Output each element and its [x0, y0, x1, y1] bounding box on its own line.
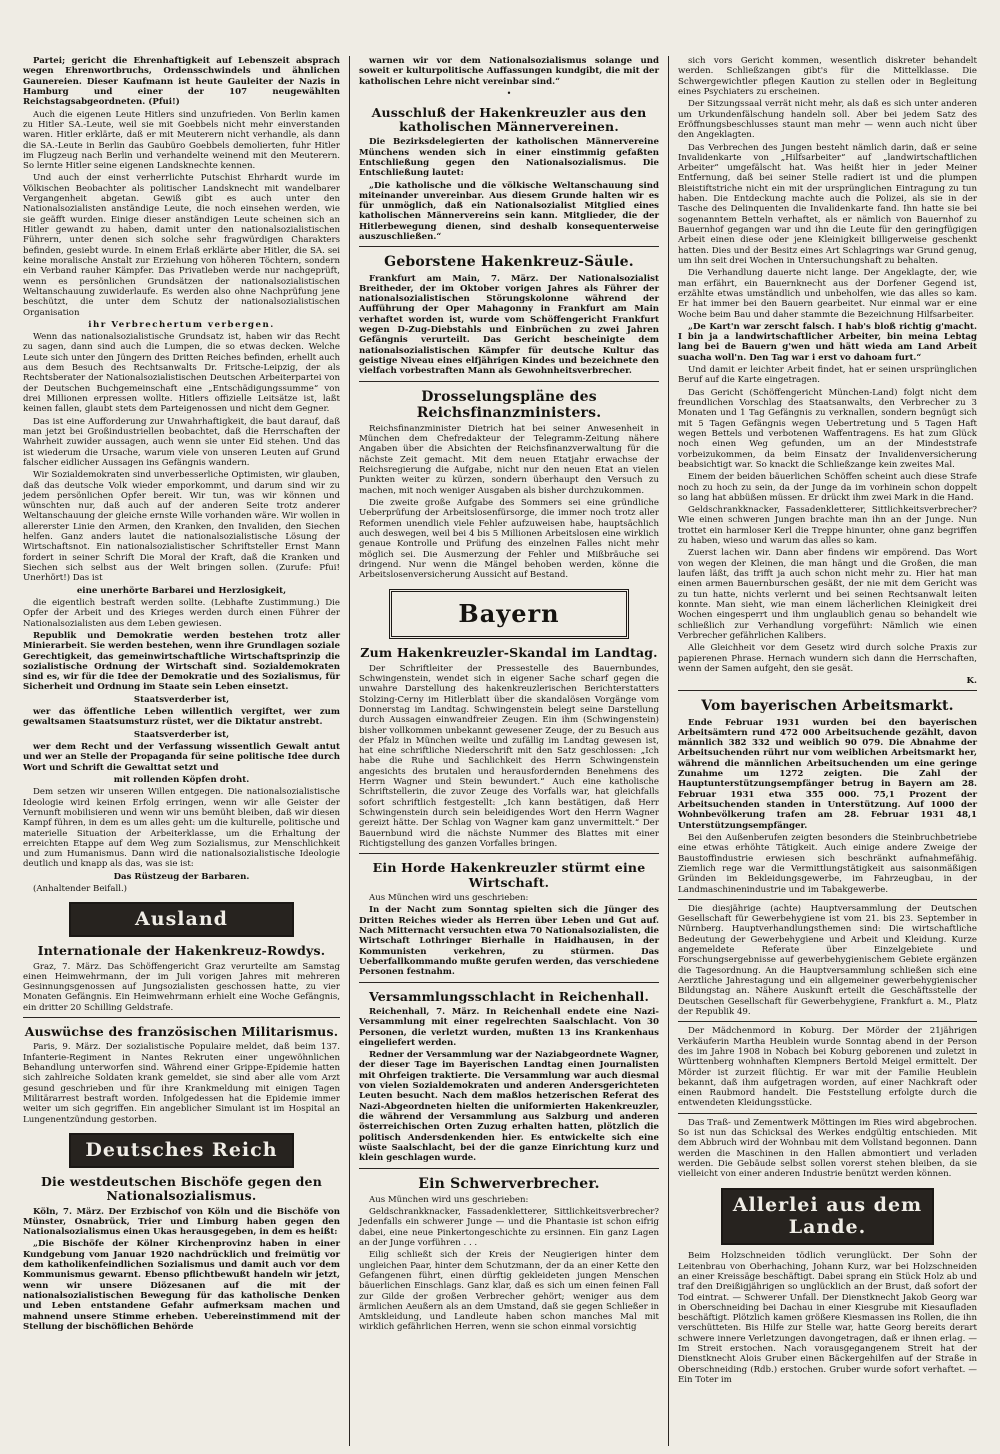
- emphasis-line: eine unerhörte Barbarei und Herzlosigkeit,: [76, 585, 287, 596]
- paragraph: Reichsfinanzminister Dietrich hat bei seiner Anwesenheit in München dem Chefredakteur der Telegramm-Zeitung nähere Angaben über die Absichten der Reichsfinanzverwaltung für die nächste Zeit gemacht. Mit dem neuen Etatjahr erwachse der Reichsregierung die Aufgabe, nicht nur den neuen Etat an vielen Punkten weiter zu kürzen, sondern überhaupt den Versuch zu machen, mit noch weniger Ausgaben als bisher durchzukommen.: [359, 423, 659, 496]
- paragraph: Republik und Demokratie werden bestehen trotz aller Minierarbeit. Sie werden bestehen, wenn ihre Grundlagen soziale Gerechtigkeit, das gemeinwirtschaftliche Wirtschaftsprinzip die sozialistische Ordnung der Wirtschaft sind. Sozialdemokraten sind es, wir für die Idee der Demokratie und des Sozialismus, für Sicherheit und Ordnung im Staate sein Leben einsetzt.: [23, 630, 340, 693]
- divider: [678, 1021, 977, 1022]
- paragraph: Das ist eine Aufforderung zur Unwahrhaftigkeit, die baut darauf, daß man jetzt bei Großindustriellen beobachtet, daß die Herrschaften der Wahrheit zuwider aussagen, auch wenn sie unter Eid stehen. Und das ist wiederum die Ursache, warum viele von unseren Leuten auf Grund falscher eidlicher Aussagen ins Gefängnis wandern.: [23, 416, 340, 468]
- paragraph: Partei; gericht die Ehrenhaftigkeit auf Lebenszeit absprach wegen Ehrenwortbruchs, Ordensschwindels und ähnlichen Gaunereien. Dieser Kaufmann ist heute Gauleiter der Nazis in Hamburg und einer der 107 neugewählten Reichstagsabgeordneten. (Pfui!): [23, 56, 340, 108]
- paragraph: Geldschrankknacker, Fassadenkletterer, Sittlichkeitsverbrecher? Wie einen schweren Jungen brachte man ihn an der Junge. Nun trottet ein harmloser Kerl die Treppe hinunter, ohne ganz begriffen zu haben, wieso und warum das alles so kam.: [678, 505, 977, 547]
- paragraph: Das Traß- und Zementwerk Möttingen im Ries wird abgebrochen. So ist nun das Schicksal des Werkes endgültig entschieden. Mit dem Abbruch wird der Wohnbau mit dem Vollstand begonnen. Dann werden die Maschinen in den Hallen abmontiert und verladen werden. Die Gebäude selbst sollen vorerst stehen bleiben, da sie vielleicht von einer anderen Industrie benützt werden können.: [678, 1117, 977, 1180]
- emphasis-line: mit rollenden Köpfen droht.: [113, 774, 250, 785]
- paragraph: Reichenhall, 7. März. In Reichenhall endete eine Nazi-Versammlung mit einer regelrechten Saalschlacht. Von 30 Personen, die verletzt wurden, mußten 13 ins Krankenhaus eingeliefert werden.: [359, 1006, 659, 1048]
- article-headline: Ein Schwerverbrecher.: [418, 1175, 600, 1192]
- paragraph: Der Schriftleiter der Pressestelle des Bauernbundes, Schwingenstein, wendet sich in eigener Sache scharf gegen die unwahre Darstellung des hakenkreuzlerischen Berichterstatters Stolzing-Cerny im Hitlerblatt über die skandalösen Vorgänge vom Donnerstag im Landtag. Schwingenstein belegt seine Darstellung durch Aussagen einwandfreier Zeugen. Ein ihm (Schwingenstein) bisher vollkommen unbekannt gewesener Zeuge, der zu Besuch aus der Pfalz in München weilte und zufällig im Landtag gewesen ist, hat eine schriftliche Niederschrift mit den Satz geschlossen: „Ich habe die Ruhe und Sachlichkeit des Herrn Schwingenstein angesichts des brutalen und herausfordernden Benehmens des Herrn Wagner und Stein bewundert.“ Auch eine katholische Schriftstellerin, die zuvor Zeuge des Vorfalls war, hat gleichfalls sofort schriftlich festgestellt: „Ich kann bestätigen, daß Herr Schwingenstein durch sein beleidigendes Wort den Herrn Wagner gereizt hätte. Der Schlag von Wagner kam ganz unvermittelt.“ Der Bauernbund wird die nächste Nummer des Blattes mit einer Richtigstellung des ganzen Vorfalles bringen.: [359, 663, 659, 849]
- emphasis-line: ihr Verbrechertum verbergen.: [88, 319, 275, 330]
- paragraph: „Die Bischöfe der Kölner Kirchenprovinz haben in einer Kundgebung vom Januar 1920 nachdrücklich und freimütig vor dem katholikenfeindlichen Sozialismus und damit auch vor dem Kommunismus gewarnt. Ebenso pflichtbewußt handeln wir jetzt, wenn wir unsere Diözesanen auf die mit der nationalsozialistischen Bewegung für das katholische Denken und Leben entstandene Gefahr aufmerksam machen und mahnend unsere Stimme erheben. Uebereinstimmend mit der Stellung der bischöflichen Behörde: [23, 1239, 340, 1332]
- article-headline: Auswüchse des französischen Militarismus.: [24, 1024, 339, 1040]
- paragraph: Dem setzen wir unseren Willen entgegen. Die nationalsozialistische Ideologie wird keinen Erfolg erringen, wenn wir alle Geister der Vernunft mobilisieren und wenn wir uns bemüht bleiben, daß wir diesen Kampf führen, in dem es um alles geht: um die kulturelle, politische und materielle Situation der Arbeiterklasse, um die Erhaltung der erreichten Etappe auf dem Weg zum Sozialismus, zur Menschlichkeit und zum Humanismus. Dann wird die nationalsozialistische Ideologie deutlich und knapp als das, was sie ist:: [23, 787, 340, 870]
- article-headline: Vom bayerischen Arbeitsmarkt.: [701, 698, 954, 715]
- emphasis-line: Das Rüstzeug der Barbaren.: [113, 871, 250, 882]
- paragraph: Auch die eigenen Leute Hitlers sind unzufrieden. Von Berlin kamen zu Hitler SA.-Leute, weil sie mit Goebbels nicht mehr einverstanden waren. Hitler erklärte, daß er mit Meuterern nicht verhandle, als dann die SA.-Leute in Berlin das Gaubüro Goebbels demolierten, fuhr Hitler im Flugzeug nach Berlin und verhandelte weinend mit den Meuterern. So lernte Hitler seine eigenen Landsknechte kennen.: [23, 109, 340, 172]
- column-left: [14, 56, 349, 1446]
- paragraph: Wenn das nationalsozialistische Grundsatz ist, haben wir das Recht zu sagen, dann sind auch die Lumpen, die so etwas decken. Welche Leute sich unter den Jüngern des Dritten Reiches befinden, erhellt auch aus dem Besuch des Rechtsanwalts Dr. Fritsche-Leipzig, der als Rechtsberater der Nationalsozialistischen Deutschen Arbeiterpartei von der Deutschen Buchgemeinschaft eine „Entschädigungssumme“ von drei Millionen erpressen wollte. Hitlers offizielle Leitsätze ist, laßt keinen fallen, glaubt stets dem Parteigenossen und nicht dem Gegner.: [23, 332, 340, 415]
- paragraph: „Die katholische und die völkische Weltanschauung sind miteinander unvereinbar. Aus diesem Grunde halten wir es für unmöglich, daß ein Nationalsozialist Mitglied eines katholischen Männervereins sein kann. Mitglieder, die der Hitlerbewegung dienen, sind deshalb konsequenterweise auszuschließen.“: [359, 180, 659, 243]
- paragraph: Frankfurt am Main, 7. März. Der Nationalsozialist Breitheder, der im Oktober vorigen Jahres als Führer der nationalsozialistischen Störungskolonne während der Aufführung der Oper Mahagonny in Frankfurt am Main verhaftet worden ist, wurde vom Schöffengericht Frankfurt wegen D-Zug-Diebstahls und Einbrüchen zu zwei Jahren Gefängnis verurteilt. Das Gericht bescheinigte dem nationalsozialistischen Kämpfer für deutsche Kultur das geistige Niveau eines elfjährigen Kindes und bezeichnete den vielfach vorbestraften Mann als Gewohnheitsverbrecher.: [359, 273, 659, 377]
- divider: [678, 899, 977, 900]
- article-headline: Internationale der Hakenkreuz-Rowdys.: [37, 943, 326, 959]
- paragraph: Wir Sozialdemokraten sind unverbesserliche Optimisten, wir glauben, daß das deutsche Volk wieder emporkommt, und darum sind wir zu jedem persönlichen Opfer bereit. Wir tun, was wir können und wünschten nur, daß auch auf der anderen Seite trotz anderer Weltanschauung der gleiche ernste Wille vorhanden wäre. Wir wollen in allererster Linie den Armen, den Kranken, den Invaliden, den Siechen helfen. Ganz anders lautet die nationalsozialistische Lösung der Wirtschaftsnot. Ein nationalsozialistischer Schriftsteller Ernst Mann fordert in seiner Schrift Die Moral der Kraft, daß die Kranken und Siechen sich selbst aus der Welt bringen sollen. (Zurufe: Pfui! Unerhört!) Das ist: [23, 470, 340, 584]
- section-banner-allerlei: Allerlei aus dem Lande.: [721, 1188, 934, 1246]
- article-headline: Zum Hakenkreuzler-Skandal im Landtag.: [360, 645, 658, 661]
- paragraph: Alle Gleichheit vor dem Gesetz wird durch solche Praxis zur papierenen Phrase. Hernach wundern sich dann die Herrschaften, wenn der Samen aufgeht, den sie gesät.: [678, 643, 977, 674]
- paragraph: Und damit er leichter Arbeit findet, hat er seinen ursprünglichen Beruf auf die Karte eingetragen.: [678, 365, 977, 386]
- article-headline: Ein Horde Hakenkreuzler stürmt eine Wirtschaft.: [372, 860, 646, 890]
- paragraph: sich vors Gericht kommen, wesentlich diskreter behandelt werden. Schließzangen gibt's für die Mittelklasse. Die Schwergewichtler pflegen Kaution zu stellen oder in Begleitung eines Psychiaters zu erscheinen.: [678, 56, 977, 97]
- column-right: [669, 56, 986, 1446]
- paragraph: warnen wir vor dem Nationalsozialismus solange und soweit er kulturpolitische Auffassungen kundgibt, die mit der katholischen Lehre nicht vereinbar sind.“: [359, 56, 659, 87]
- paragraph: Einem der beiden bäuerlichen Schöffen scheint auch diese Strafe noch zu hoch zu sein, da der Junge da im vorhinein schon doppelt so lang hat abbüßen müssen. Er drückt ihm zwei Mark in die Hand.: [678, 472, 977, 503]
- quote: „De Kart'n war zerscht falsch. I hab's bloß richtig g'macht. I bin ja a landwirtschaftlicher Arbeiter, bin meina Lebtag lang bei de Bauern g'wen und hätt wieda am Land Arbeit suacha woll'n. Den Tag war i erst vo dahoam furt.“: [678, 321, 977, 363]
- emphasis-line: Staatsverderber ist,: [133, 694, 230, 705]
- paragraph: Graz, 7. März. Das Schöffengericht Graz verurteilte am Samstag einen Heimwehrmann, der im Juli vorigen Jahres mit mehreren Gesinnungsgenossen auf Jungsozialisten geschossen hatte, zu vier Monaten Gefängnis. Ein Heimwehrmann erhielt eine Woche Gefängnis, ein dritter 20 Schilling Geldstrafe.: [23, 961, 340, 1013]
- separator-dot: •: [506, 88, 512, 98]
- paragraph: Aus München wird uns geschrieben:: [369, 1194, 529, 1205]
- divider: [359, 246, 659, 247]
- paragraph: Der Sitzungssaal verrät nicht mehr, als daß es sich unter anderen um Urkundenfälschung handeln soll. Aber bei jedem Satz des Eröffnungsbeschlusses staunt man mehr — wenn auch nicht über den Angeklagten.: [678, 99, 977, 141]
- column-middle: [349, 56, 669, 1446]
- divider: [359, 853, 659, 854]
- article-headline: Ausschluß der Hakenkreuzler aus den katholischen Männervereinen.: [371, 104, 647, 134]
- emphasis-line: Staatsverderber ist,: [133, 729, 230, 740]
- divider: [678, 690, 977, 691]
- divider: [678, 1113, 977, 1114]
- paragraph: In der Nacht zum Sonntag spielten sich die Jünger des Dritten Reiches wieder als Herren über Leben und Gut auf. Nach Mitternacht versuchten etwa 70 Nationalsozialisten, die Wirtschaft Lothringer Bierhalle in Haidhausen, in der Kommunisten verkehren, zu stürmen. Das Ueberfallkommando mußte gerufen werden, das verschiedene Personen festnahm.: [359, 905, 659, 978]
- paragraph: Und auch der einst verherrlichte Putschist Ehrhardt wurde im Völkischen Beobachter als politischer Landsknecht mit wandelbarer Vergangenheit abgetan. Gewiß gibt es auch unter den Nationalsozialisten anständige Leute, die noch einsehen werden, wie sie geäfft wurden. Einige dieser anständigen Leute scheinen sich an Hitler gewandt zu haben, damit unter den nationalsozialistischen Führern, unter denen sich solche sehr fragwürdigen Charakters befinden, gesiebt wurde. In einem Erlaß erklärte aber Hitler, die SA. sei keine moralische Anstalt zur Erziehung von höheren Töchtern, sondern ein Verband rauher Kämpfer. Das Privatleben werde nur nachgeprüft, wenn es persönlichen Grundsätzen der nationalsozialistischen Weltanschauung zuwiderlaufe. Es werden also ohne Nachprüfung jene beschützt, die unter dem Schutz der nationalsozialistischen Organisation: [23, 173, 340, 318]
- section-banner-ausland: Ausland: [69, 902, 295, 937]
- article-headline: Versammlungsschlacht in Reichenhall.: [368, 988, 650, 1004]
- paragraph: (Anhaltender Beifall.): [33, 884, 128, 895]
- paragraph: Die zweite große Aufgabe des Sommers sei eine gründliche Ueberprüfung der Arbeitslosenfürsorge, die immer noch trotz aller Reformen unendlich viele Fehler aufzuweisen habe, hauptsächlich auch deswegen, weil bei 4 bis 5 Millionen Arbeitslosen eine wirklich genaue Kontrolle und Prüfung des einzelnen Falles nicht mehr möglich sei. Die Ausmerzung der Fehler und Mißbräuche sei dringend. Nur wenn die Mängel behoben werden, könne die Arbeitslosenversicherung Aussicht auf Bestand.: [359, 498, 659, 581]
- paragraph: Ende Februar 1931 wurden bei den bayerischen Arbeitsämtern rund 472 000 Arbeitsuchende gezählt, davon männlich 382 332 und weiblich 90 079. Die Abnahme der Arbeitsuchenden rührt nur vom weiblichen Arbeitsmarkt her, während die männlichen Arbeitsuchenden um eine geringe Zunahme um 1272 zeigten. Die Zahl der Hauptunterstützungsempfänger betrug in Bayern am 28. Februar 1931 etwa 355 000. 75,1 Prozent der Arbeitsuchenden standen in Unterstützung. Auf 1000 der Wohnbevölkerung trafen am 28. Februar 1931 48,1 Unterstützungsempfänger.: [678, 717, 977, 831]
- paragraph: Köln, 7. März. Der Erzbischof von Köln und die Bischöfe von Münster, Osnabrück, Trier und Limburg haben gegen den Nationalsozialismus einen Ukas herausgegeben, in dem es heißt:: [23, 1206, 340, 1238]
- divider: [359, 381, 659, 382]
- divider: [23, 1017, 340, 1018]
- paragraph: Geldschrankknacker, Fassadenkletterer, Sittlichkeitsverbrecher? Jedenfalls ein schwerer Junge — und die Phantasie ist schon eifrig dabei, eine neue Pinkertongeschichte zu ersinnen. Ein ganz Lagen an der Junge vorführen . . .: [359, 1207, 659, 1248]
- article-headline: Geborstene Hakenkreuz-Säule.: [384, 254, 634, 271]
- paragraph: Redner der Versammlung war der Naziabgeordnete Wagner, der dieser Tage im Bayerischen Landtag einen Journalisten mit Ohrfeigen traktierte. Die Versammlung war auch diesmal von vielen Sozialdemokraten und anderen Andersgerichteten Leuten besucht. Nach dem maßlos hetzerischen Referat des Nazi-Abgeordneten hielten die uniformierten Hakenkreuzler, die während der Versammlung aus Salzburg und anderen österreichischen Orten Zuzug erhalten hatten, plötzlich die politisch Andersdenkenden hier. Es entwickelte sich eine wüste Saalschlacht, bei der die ganze Einrichtung kurz und klein geschlagen wurde.: [359, 1050, 659, 1164]
- article-headline: Drosselungspläne des Reichsfinanzministers.: [416, 388, 602, 421]
- paragraph: Die Bezirksdelegierten der katholischen Männervereine Münchens wenden sich in einer einstimmig gefaßten Entschließung gegen den Nationalsozialismus. Die Entschließung lautet:: [359, 137, 659, 179]
- paragraph: die eigentlich bestraft werden sollte. (Lebhafte Zustimmung.) Die Opfer der Arbeit und des Krieges werden durch einen Führer der Nationalsozialisten aus dem Leben gewiesen.: [23, 597, 340, 629]
- author-signature: K.: [966, 676, 977, 687]
- paragraph: wer dem Recht und der Verfassung wissentlich Gewalt antut und wer an Stelle der Propaganda für seine politische Idee durch Wort und Schrift die Gewalttat setzt und: [23, 742, 340, 773]
- section-banner-bayern: Bayern: [389, 589, 629, 640]
- paragraph: Das Gericht (Schöffengericht München-Land) folgt nicht dem freundlichen Vorschlag des Staatsanwalts, den Verbrecher zu 3 Monaten und 1 Tag Gefängnis zu verknallen, sondern begnügt sich mit 5 Tagen Gefängnis wegen Uebertretung und 5 Tagen Haft wegen Bettels und verbotenen Waffentragens. Es hat zum Glück noch einen Weg gefunden, um an der Mindeststrafe vorbeizukommen, da beim Einsatz der Invalidenversicherung beabsichtigt war. So knackt die Schließzange kein zweites Mal.: [678, 387, 977, 470]
- paragraph: Aus München wird uns geschrieben:: [369, 893, 529, 904]
- paragraph: Paris, 9. März. Der sozialistische Populaire meldet, daß beim 137. Infanterie-Regiment in Nantes Rekruten einer ungewöhnlichen Behandlung unterworfen sind. Während einer Grippe-Epidemie hatten sich zahlreiche Soldaten krank gemeldet, sie sind aber alle vom Arzt gesund geschrieben und für ihre Krankmeldung mit einigen Tagen Militärarrest bestraft worden. Infolgedessen hat die Epidemie immer weiter um sich gegriffen. Ein angeblicher Simulant ist im Hospital an Lungenentzündung gestorben.: [23, 1042, 340, 1125]
- divider: [359, 1168, 659, 1169]
- paragraph: Zuerst lachen wir. Dann aber findens wir empörend. Das Wort von wegen der Kleinen, die man hängt und die Großen, die man laufen läßt, das trifft ja auch schon nicht mehr zu. Hier hat man einen armen Bauernburschen gesäßt, der nie mit dem Gericht was zu tun hatte, nichts verlernt und bei seinen Rechtsanwalt leiten konnte. Man sieht, wie man einem lächerlichen Kleinigkeit drei Wochen eingesperrt und ihm unglaublich genau so behandelt wie schließlich zur Verhandlung vorgeführt: Nämlich wie einen Verbrecher gefährlichen Kalibers.: [678, 548, 977, 641]
- section-banner-deutsches-reich: Deutsches Reich: [69, 1133, 295, 1168]
- paragraph: Das Verbrechen des Jungen besteht nämlich darin, daß er seine Invalidenkarte von „Hilfsarbeiter“ auf „landwirtschaftlichen Arbeiter“ umgefälscht hat. Was heißt hier in jeder Meiner Entfernung, daß bei seiner Stelle radiert ist und die plumpen Bleistiftstriche nicht ein mit der ursprünglichen Eintragung zu tun haben. Die Entdeckung machte auch die Polizei, als sie in der Tasche des Delinquenten die Invalidenkarte fand. Ihn hatte sie bei sogenanntem Betteln verhaftet, als er nämlich von Bauernhof zu Bauernhof gegangen war und ihn die Leute für den geringfügigen Arbeit einen diese oder jene Kleinigkeit billigerweise geschenkt hatten. Dies und der Besitz eines Art Schlagrings war Grund genug, um ihn seit drei Wochen in Untersuchungshaft zu behalten.: [678, 142, 977, 266]
- paragraph: Eilig schließt sich der Kreis der Neugierigen hinter dem ungleichen Paar, hinter dem Schutzmann, der da an einer Kette den Gefangenen führt, einen dürftig gekleideten jungen Menschen bäuerlichen Einschlags. Ganz klar, daß es sich um einen feinen Fall zur Gilde der großen Verbrecher gehört; weniger aus dem ärmlichen Aeußern als an dem Umstand, daß sie gegen Schließer in Amtskleidung, und Landleute haben schon manches Mal mit wirklich gefährlichen Herren, wenn sie schon einmal vorsichtig: [359, 1250, 659, 1333]
- article-headline: Die westdeutschen Bischöfe gegen den Nationalsozialismus.: [41, 1173, 322, 1204]
- divider: [359, 982, 659, 983]
- paragraph: wer das öffentliche Leben willentlich vergiftet, wer zum gewaltsamen Staatsumsturz rüstet, wer die Diktatur anstrebt.: [23, 707, 340, 728]
- paragraph: Der Mädchenmord in Koburg. Der Mörder der 21jährigen Verkäuferin Martha Heublein wurde Sonntag abend in der Person des im Jahre 1908 in Nobach bei Koburg geborenen und zuletzt in Württenberg wohnhaften Klempners Bertold Meigel ermittelt. Der Mörder ist zurzeit flüchtig. Er war mit der Familie Heublein bekannt, daß ihm aufgetragen worden, auf einer Nachkraft oder einen Raubmord handelt. Die Feststellung erfolgte durch die entwendeten Kleidungsstücke.: [678, 1026, 977, 1109]
- paragraph: Bei den Außenberufen zeigten besonders die Steinbruchbetriebe eine etwas erhöhte Tätigkeit. Auch einige andere Zweige der Baustoffindustrie erwiesen sich beschränkt aufnahmefähig. Ziemlich rege war die Vermittlungstätigkeit aus saisonmäßigen Gründen im Bekleidungsgewerbe, im Fahrzeugbau, in der Landmaschinenindustrie und im Tabakgewerbe.: [678, 832, 977, 895]
- paragraph: Beim Holzschneiden tödlich verunglückt. Der Sohn der Leitenbrau von Oberhaching, Johann Kurz, war bei Holzschneiden an einer Kreissäge beschäftigt. Dabei sprang ein Stück Holz ab und traf den Dreißigjährigen so unglücklich an der Brust, daß sofort der Tod eintrat. — Schwerer Unfall. Der Dienstknecht Jakob Georg war in Oberschneiding bei Dachau in einer Kiesgrube mit Kiesaufladen beschäftigt. Plötzlich kamen größere Kiesmassen ins Rollen, die ihn verschütteten. Bis Hilfe zur Stelle war, hatte Georg bereits derart schwere innere Verletzungen davongetragen, daß er ihnen erlag. — Im Streit erstochen. Nach vorausgegangenem Streit hat der Dienstknecht Alois Gruber einen Bäckergehilfen auf der Straße in Oberschneiding (Rdb.) erstochen. Gruber wurde sofort verhaftet. — Ein Toter im: [678, 1251, 977, 1385]
- paragraph: Die Verhandlung dauerte nicht lange. Der Angeklagte, der, wie man erfährt, ein Bauernknecht aus der Dorfener Gegend ist, erzählte etwas umständlich und unbeholfen, wie das alles so kam. Er hat immer bei den Bauern gearbeitet. Nur einmal war er eine Woche beim Bau und daher stammte die Bezeichnung Hilfsarbeiter.: [678, 268, 977, 320]
- paragraph: Die diesjährige (achte) Hauptversammlung der Deutschen Gesellschaft für Gewerbehygiene ist vom 21. bis 23. September in Nürnberg. Hauptverhandlungsthemen sind: Die wirtschaftliche Bedeutung der Gewerbehygiene und Arbeit und Kleidung. Kurze angemeldete Referate über Einzelgebiete und Forschungsergebnisse auf gewerbehygienischem Gebiete ergänzen die Tagesordnung. An die Hauptversammlung schließen sich eine Aerztliche Jahrestagung und ein allgemeiner gewerbehygienischer Bildungstag an. Nähere Auskunft erteilt die Geschäftsstelle der Deutschen Gesellschaft für Gewerbehygiene, Frankfurt a. M., Platz der Republik 49.: [678, 903, 977, 1017]
